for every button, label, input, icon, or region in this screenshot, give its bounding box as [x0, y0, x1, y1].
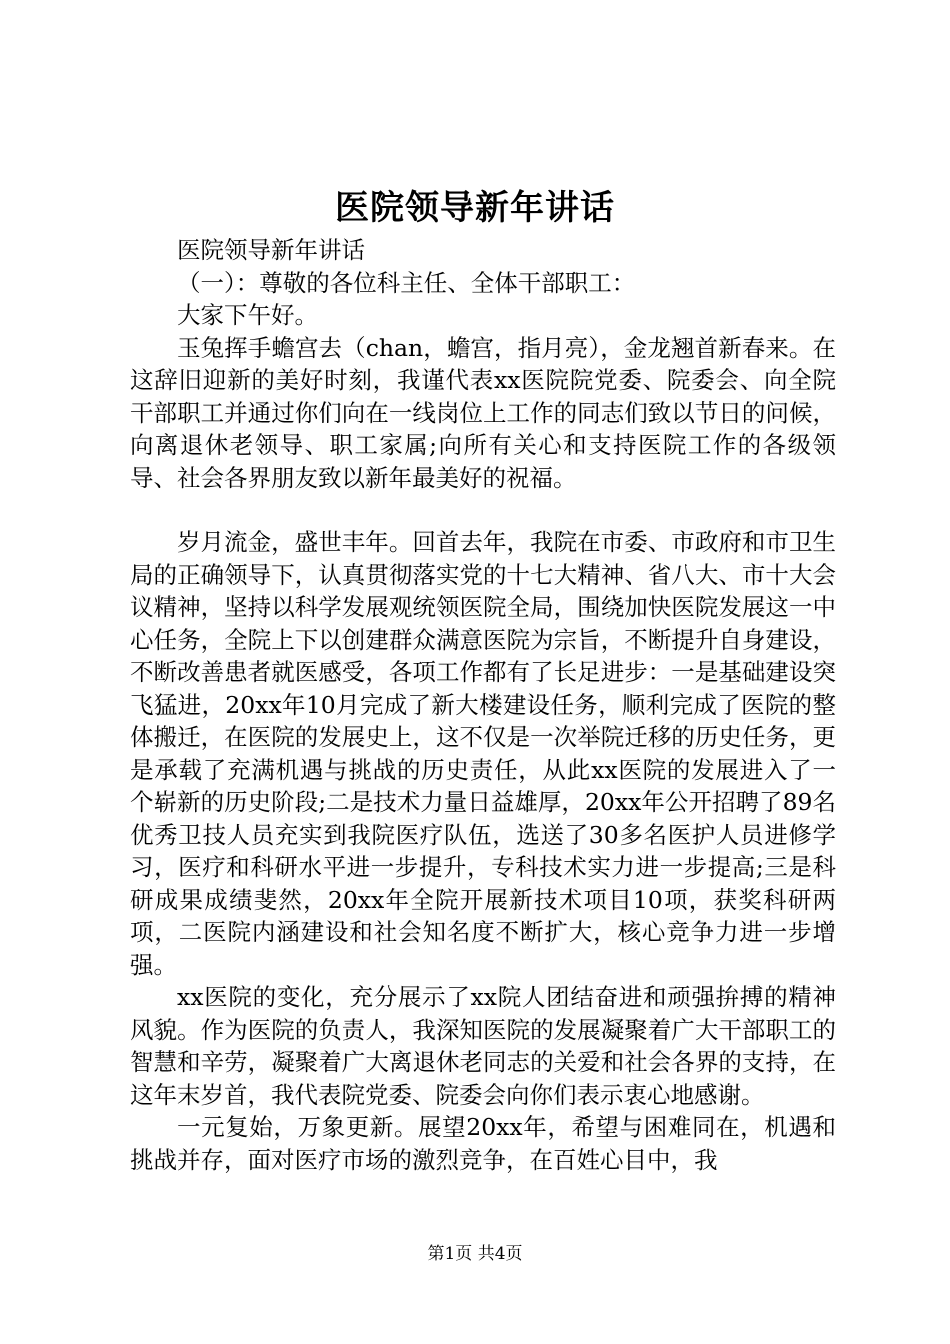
document-title: 医院领导新年讲话	[335, 188, 615, 228]
paragraph-outlook: 一元复始，万象更新。展望20xx年，希望与困难同在，机遇和挑战并存，面对医疗市场的激烈竞争，在百姓心目中，我	[130, 1113, 836, 1174]
paragraph-review: 岁月流金，盛世丰年。回首去年，我院在市委、市政府和市卫生局的正确领导下，认真贯彻落实党的十七大精神、省八大、市十大会议精神，坚持以科学发展观统领医院全局，围绕加快医院发展这一中心任务，全院上下以创建群众满意医院为宗旨，不断提升自身建设，不断改善患者就医感受，各项工作都有了长足进步：一是基础建设突飞猛进，20xx年10月完成了新大楼建设任务，顺利完成了医院的整体搬迁，在医院的发展史上，这不仅是一次举院迁移的历史任务，更是承载了充满机遇与挑战的历史责任，从此xx医院的发展进入了一个崭新的历史阶段;二是技术力量日益雄厚，20xx年公开招聘了89名优秀卫技人员充实到我院医疗队伍，选送了30多名医护人员进修学习，医疗和科研水平进一步提升，专科技术实力进一步提高;三是科研成果成绩斐然，20xx年全院开展新技术项目10项，获奖科研两项，二医院内涵建设和社会知名度不断扩大，核心竞争力进一步增强。	[130, 528, 836, 979]
document-body	[130, 234, 836, 1176]
paragraph-thanks: xx医院的变化，充分展示了xx院人团结奋进和顽强拚搏的精神风貌。作为医院的负责人，我深知医院的发展凝聚着广大干部职工的智慧和辛劳，凝聚着广大离退休老同志的关爱和社会各界的支持，在这年末岁首，我代表院党委、院委会向你们表示衷心地感谢。	[130, 983, 836, 1109]
paragraph-greeting: 大家下午好。	[177, 301, 318, 329]
paragraph-new-year-wishes: 玉兔挥手蟾宫去（chan，蟾宫，指月亮），金龙翘首新春来。在这辞旧迎新的美好时刻，我谨代表xx医院院党委、院委会、向全院干部职工并通过你们向在一线岗位上工作的同志们致以节日的问候，向离退休老领导、职工家属;向所有关心和支持医院工作的各级领导、社会各界朋友致以新年最美好的祝福。	[130, 333, 836, 492]
paragraph-heading: 医院领导新年讲话	[177, 236, 365, 264]
page-footer: 第1页 共4页	[427, 1244, 523, 1264]
paragraph-salutation: （一）：尊敬的各位科主任、全体干部职工：	[177, 268, 636, 297]
